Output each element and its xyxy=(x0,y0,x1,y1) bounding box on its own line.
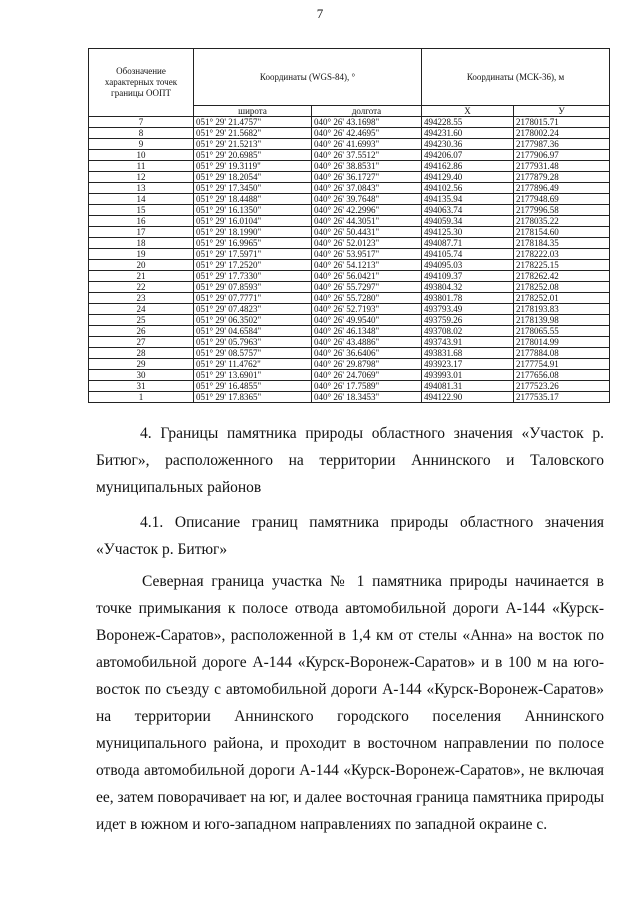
table-body xyxy=(89,117,610,403)
coord-y-cell: 2177948.69 xyxy=(514,194,610,205)
point-number-cell: 7 xyxy=(89,117,194,128)
longitude-cell: 040° 26' 56.0421" xyxy=(312,271,422,282)
longitude-cell: 040° 26' 17.7589" xyxy=(312,381,422,392)
point-number-cell: 21 xyxy=(89,271,194,282)
longitude-cell: 040° 26' 44.3051" xyxy=(312,216,422,227)
coord-x-cell: 493801.78 xyxy=(422,293,514,304)
longitude-cell: 040° 26' 38.8531" xyxy=(312,161,422,172)
latitude-cell: 051° 29' 04.6584" xyxy=(194,326,312,337)
coordinates-table xyxy=(88,48,610,403)
coord-x-cell: 494081.31 xyxy=(422,381,514,392)
coord-y-cell: 2178065.55 xyxy=(514,326,610,337)
coord-x-cell: 494105.74 xyxy=(422,249,514,260)
table-row xyxy=(89,183,610,194)
coord-y-cell: 2178154.60 xyxy=(514,227,610,238)
coord-x-cell: 494059.34 xyxy=(422,216,514,227)
longitude-cell: 040° 26' 55.7280" xyxy=(312,293,422,304)
longitude-cell: 040° 26' 43.1698" xyxy=(312,117,422,128)
latitude-cell: 051° 29' 08.5757" xyxy=(194,348,312,359)
header-point-designation: Обозначение характерных точек границы ООПТ xyxy=(89,49,194,117)
table-row xyxy=(89,326,610,337)
coord-y-cell: 2178222.03 xyxy=(514,249,610,260)
coord-y-cell: 2177996.58 xyxy=(514,205,610,216)
subheader-latitude: широта xyxy=(194,106,312,117)
latitude-cell: 051° 29' 21.4757" xyxy=(194,117,312,128)
section-4-heading: 4. Границы памятника природы областного значения «Участок р. Битюг», расположенного на территории Аннинского и Таловского муниципальных районов xyxy=(96,425,604,496)
point-number-cell: 10 xyxy=(89,150,194,161)
latitude-cell: 051° 29' 19.3119" xyxy=(194,161,312,172)
latitude-cell: 051° 29' 16.4855" xyxy=(194,381,312,392)
coord-x-cell: 494135.94 xyxy=(422,194,514,205)
coord-x-cell: 493804.32 xyxy=(422,282,514,293)
point-number-cell: 12 xyxy=(89,172,194,183)
coord-y-cell: 2177754.91 xyxy=(514,359,610,370)
coord-y-cell: 2178139.98 xyxy=(514,315,610,326)
longitude-cell: 040° 26' 24.7069" xyxy=(312,370,422,381)
table-row xyxy=(89,205,610,216)
table-row xyxy=(89,370,610,381)
latitude-cell: 051° 29' 17.2520" xyxy=(194,260,312,271)
coord-y-cell: 2177656.08 xyxy=(514,370,610,381)
longitude-cell: 040° 26' 37.5512" xyxy=(312,150,422,161)
coord-x-cell: 493993.01 xyxy=(422,370,514,381)
coord-x-cell: 494231.60 xyxy=(422,128,514,139)
coord-y-cell: 2178015.71 xyxy=(514,117,610,128)
subheader-y: У xyxy=(514,106,610,117)
longitude-cell: 040° 26' 29.8798" xyxy=(312,359,422,370)
coord-y-cell: 2178225.15 xyxy=(514,260,610,271)
point-number-cell: 13 xyxy=(89,183,194,194)
latitude-cell: 051° 29' 16.9965" xyxy=(194,238,312,249)
longitude-cell: 040° 26' 52.7193" xyxy=(312,304,422,315)
table-row xyxy=(89,359,610,370)
longitude-cell: 040° 26' 42.2996" xyxy=(312,205,422,216)
longitude-cell: 040° 26' 46.1348" xyxy=(312,326,422,337)
latitude-cell: 051° 29' 18.4488" xyxy=(194,194,312,205)
table-row xyxy=(89,315,610,326)
point-number-cell: 25 xyxy=(89,315,194,326)
point-number-cell: 28 xyxy=(89,348,194,359)
table-row xyxy=(89,282,610,293)
point-number-cell: 14 xyxy=(89,194,194,205)
point-number-cell: 8 xyxy=(89,128,194,139)
longitude-cell: 040° 26' 43.4886" xyxy=(312,337,422,348)
coord-y-cell: 2178252.01 xyxy=(514,293,610,304)
table-row xyxy=(89,249,610,260)
longitude-cell: 040° 26' 39.7648" xyxy=(312,194,422,205)
boundary-description-paragraph: Северная граница участка № 1 памятника природы начинается в точке примыкания к полосе отвода автомобильной дороги А-144 «Курск-Воронеж-Саратов», расположенной в 1,4 км от стелы «Анна» на восток по автомобильной дороге А-144 «Курск-Воронеж-Саратов» и в 100 м на юго-восток по съезду с автомобильной дороги А-144 «Курск-Воронеж-Саратов» на территории Аннинского городского поселения Аннинского муниципального района, и проходит в восточном направлении по полосе отвода автомобильной дороги А-144 «Курск-Воронеж-Саратов», не включая ее, затем поворачивает на юг, и далее восточная граница памятника природы идет в южном и юго-западном направлениях по западной окраине с. xyxy=(96,573,604,833)
coord-x-cell: 494228.55 xyxy=(422,117,514,128)
coord-y-cell: 2178014.99 xyxy=(514,337,610,348)
latitude-cell: 051° 29' 07.4823" xyxy=(194,304,312,315)
latitude-cell: 051° 29' 13.6901" xyxy=(194,370,312,381)
table-row xyxy=(89,172,610,183)
coord-y-cell: 2177535.17 xyxy=(514,392,610,403)
latitude-cell: 051° 29' 18.1990" xyxy=(194,227,312,238)
page-number: 7 xyxy=(316,6,324,21)
coord-x-cell: 494122.90 xyxy=(422,392,514,403)
point-number-cell: 18 xyxy=(89,238,194,249)
point-number-cell: 22 xyxy=(89,282,194,293)
coord-y-cell: 2177879.28 xyxy=(514,172,610,183)
coord-x-cell: 493743.91 xyxy=(422,337,514,348)
point-number-cell: 30 xyxy=(89,370,194,381)
coord-y-cell: 2177987.36 xyxy=(514,139,610,150)
coord-y-cell: 2178184.35 xyxy=(514,238,610,249)
coord-x-cell: 494087.71 xyxy=(422,238,514,249)
latitude-cell: 051° 29' 05.7963" xyxy=(194,337,312,348)
longitude-cell: 040° 26' 54.1213" xyxy=(312,260,422,271)
coord-x-cell: 494102.56 xyxy=(422,183,514,194)
coord-x-cell: 494230.36 xyxy=(422,139,514,150)
point-number-cell: 17 xyxy=(89,227,194,238)
latitude-cell: 051° 29' 06.3502" xyxy=(194,315,312,326)
coord-x-cell: 494162.86 xyxy=(422,161,514,172)
table-row xyxy=(89,304,610,315)
table-row xyxy=(89,271,610,282)
subheader-x: X xyxy=(422,106,514,117)
latitude-cell: 051° 29' 17.3450" xyxy=(194,183,312,194)
section-4-1-heading: 4.1. Описание границ памятника природы областного значения «Участок р. Битюг» xyxy=(96,514,604,558)
point-number-cell: 19 xyxy=(89,249,194,260)
coord-y-cell: 2178002.24 xyxy=(514,128,610,139)
latitude-cell: 051° 29' 17.7330" xyxy=(194,271,312,282)
point-number-cell: 11 xyxy=(89,161,194,172)
coord-y-cell: 2178262.42 xyxy=(514,271,610,282)
coord-y-cell: 2178193.83 xyxy=(514,304,610,315)
latitude-cell: 051° 29' 21.5682" xyxy=(194,128,312,139)
latitude-cell: 051° 29' 21.5213" xyxy=(194,139,312,150)
longitude-cell: 040° 26' 53.9517" xyxy=(312,249,422,260)
latitude-cell: 051° 29' 17.5971" xyxy=(194,249,312,260)
table-row xyxy=(89,150,610,161)
coord-y-cell: 2178252.08 xyxy=(514,282,610,293)
longitude-cell: 040° 26' 49.9540" xyxy=(312,315,422,326)
coord-y-cell: 2177896.49 xyxy=(514,183,610,194)
coord-x-cell: 494063.74 xyxy=(422,205,514,216)
longitude-cell: 040° 26' 37.0843" xyxy=(312,183,422,194)
table-row xyxy=(89,260,610,271)
coord-x-cell: 493793.49 xyxy=(422,304,514,315)
table-row xyxy=(89,348,610,359)
point-number-cell: 16 xyxy=(89,216,194,227)
table-row xyxy=(89,238,610,249)
coord-x-cell: 494206.07 xyxy=(422,150,514,161)
header-msk36: Координаты (МСК-36), м xyxy=(422,49,610,106)
table-row xyxy=(89,117,610,128)
longitude-cell: 040° 26' 52.0123" xyxy=(312,238,422,249)
longitude-cell: 040° 26' 55.7297" xyxy=(312,282,422,293)
latitude-cell: 051° 29' 20.6985" xyxy=(194,150,312,161)
coord-x-cell: 494109.37 xyxy=(422,271,514,282)
point-number-cell: 26 xyxy=(89,326,194,337)
table-row xyxy=(89,293,610,304)
point-number-cell: 27 xyxy=(89,337,194,348)
point-number-cell: 31 xyxy=(89,381,194,392)
point-number-cell: 20 xyxy=(89,260,194,271)
coord-y-cell: 2177931.48 xyxy=(514,161,610,172)
longitude-cell: 040° 26' 42.4695" xyxy=(312,128,422,139)
subheader-longitude: долгота xyxy=(312,106,422,117)
point-number-cell: 9 xyxy=(89,139,194,150)
coord-x-cell: 494125.30 xyxy=(422,227,514,238)
coord-x-cell: 493831.68 xyxy=(422,348,514,359)
table-row xyxy=(89,227,610,238)
latitude-cell: 051° 29' 16.0104" xyxy=(194,216,312,227)
point-number-cell: 23 xyxy=(89,293,194,304)
table-row xyxy=(89,337,610,348)
coord-y-cell: 2177906.97 xyxy=(514,150,610,161)
coord-y-cell: 2177523.26 xyxy=(514,381,610,392)
header-wgs84: Координаты (WGS-84), ° xyxy=(194,49,422,106)
longitude-cell: 040° 26' 36.6406" xyxy=(312,348,422,359)
longitude-cell: 040° 26' 41.6993" xyxy=(312,139,422,150)
table-row xyxy=(89,392,610,403)
point-number-cell: 15 xyxy=(89,205,194,216)
latitude-cell: 051° 29' 07.7771" xyxy=(194,293,312,304)
latitude-cell: 051° 29' 16.1350" xyxy=(194,205,312,216)
latitude-cell: 051° 29' 11.4762" xyxy=(194,359,312,370)
coord-x-cell: 494095.03 xyxy=(422,260,514,271)
coord-x-cell: 493923.17 xyxy=(422,359,514,370)
table-row xyxy=(89,194,610,205)
coord-x-cell: 493759.26 xyxy=(422,315,514,326)
table-row xyxy=(89,161,610,172)
longitude-cell: 040° 26' 50.4431" xyxy=(312,227,422,238)
latitude-cell: 051° 29' 18.2054" xyxy=(194,172,312,183)
latitude-cell: 051° 29' 07.8593" xyxy=(194,282,312,293)
coord-x-cell: 493708.02 xyxy=(422,326,514,337)
coord-y-cell: 2177884.08 xyxy=(514,348,610,359)
latitude-cell: 051° 29' 17.8365" xyxy=(194,392,312,403)
longitude-cell: 040° 26' 36.1727" xyxy=(312,172,422,183)
table-row xyxy=(89,381,610,392)
point-number-cell: 1 xyxy=(89,392,194,403)
point-number-cell: 24 xyxy=(89,304,194,315)
table-row xyxy=(89,128,610,139)
coord-x-cell: 494129.40 xyxy=(422,172,514,183)
table-row xyxy=(89,216,610,227)
point-number-cell: 29 xyxy=(89,359,194,370)
table-row xyxy=(89,139,610,150)
longitude-cell: 040° 26' 18.3453" xyxy=(312,392,422,403)
coord-y-cell: 2178035.22 xyxy=(514,216,610,227)
